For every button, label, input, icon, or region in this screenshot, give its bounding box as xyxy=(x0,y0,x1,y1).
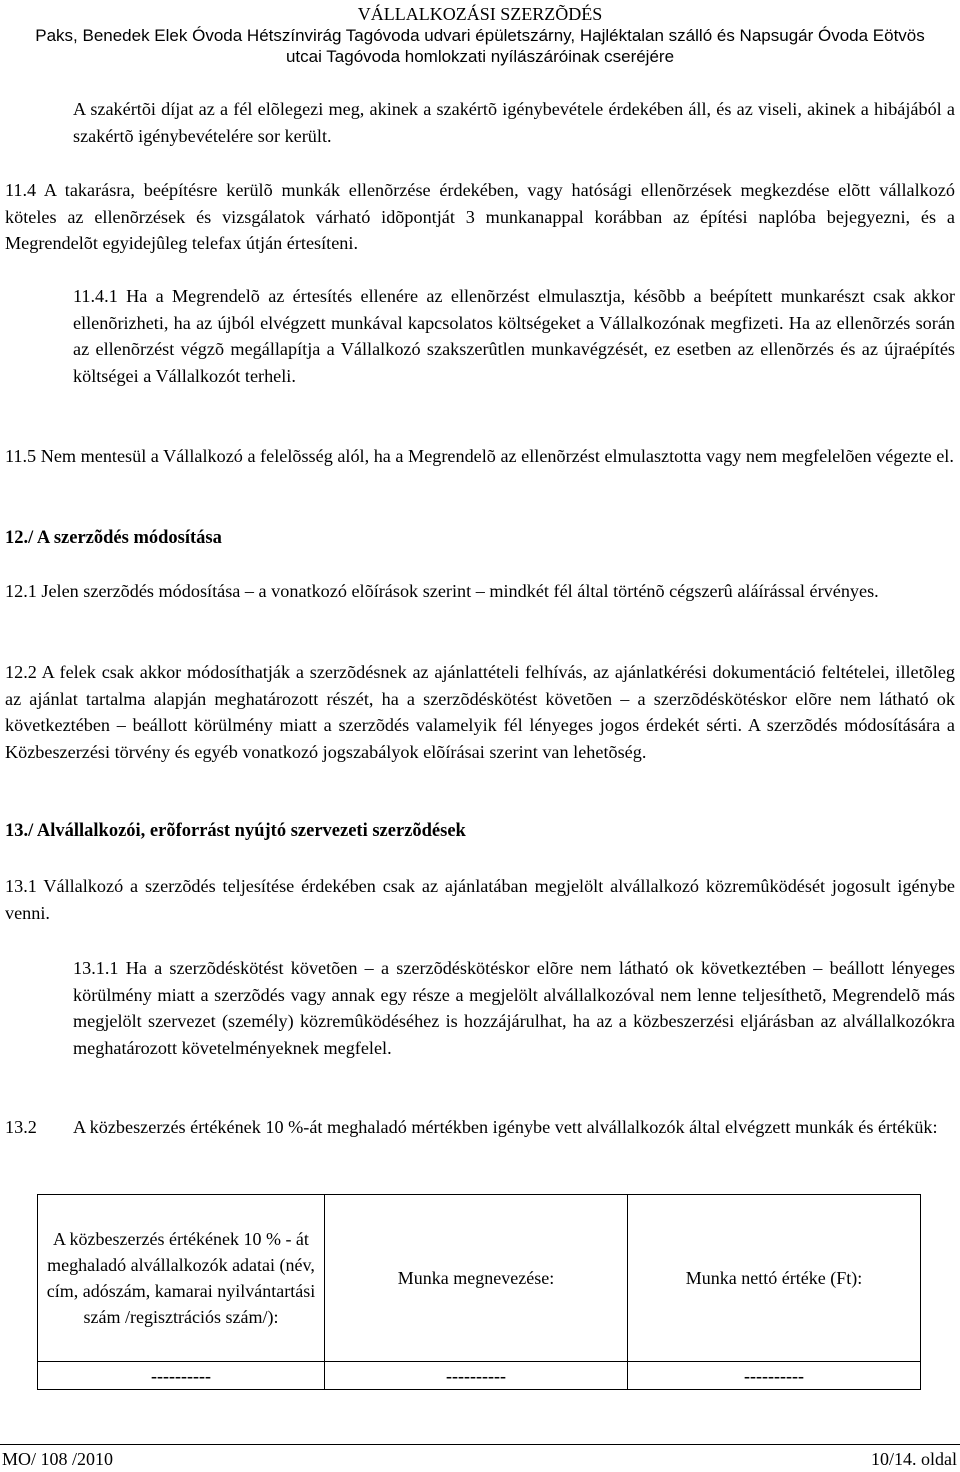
table-header-subcontractor-data: A közbeszerzés értékének 10 % - át meghaladó alvállalkozók adatai (név, cím, adószám, kamarai nyilvántartási szám /regisztrációs szám/): xyxy=(38,1195,325,1362)
contract-title: VÁLLALKOZÁSI SZERZÕDÉS xyxy=(357,4,603,24)
table-header-row xyxy=(38,1195,921,1362)
paragraph-11-4-1: 11.4.1 Ha a Megrendelõ az értesítés ellenére az ellenõrzést elmulasztja, késõbb a beépített munkarészt csak akkor ellenõrizheti, ha az újból elvégzett munkával kapcsolatos költségeket a Vállalkozónak megfizeti. Ha az ellenõrzés során az ellenõrzést végzõ megállapítja a Vállalkozó szakszerûtlen munkavégzését, ez esetben az ellenõrzés és az újraépítés költségei a Vállalkozót terheli. xyxy=(73,286,955,386)
paragraph-13-2 xyxy=(5,1114,955,1141)
document-reference: MO/ 108 /2010 xyxy=(2,1449,114,1469)
table-cell: ---------- xyxy=(38,1362,325,1390)
table-header-work-name: Munka megnevezése: xyxy=(325,1195,628,1362)
paragraph-13-1: 13.1 Vállalkozó a szerzõdés teljesítése érdekében csak az ajánlatában megjelölt alvállalkozó közremûködését jogosult igénybe venni. xyxy=(5,876,955,923)
page-number: 10/14. oldal xyxy=(871,1449,957,1469)
paragraph-11-5: 11.5 Nem mentesül a Vállalkozó a felelõsség alól, ha a Megrendelõ az ellenõrzést elmulasztotta vagy nem megfelelõen végezte el. xyxy=(5,446,954,466)
paragraph-expert-fee: A szakértõi díjat az a fél elõlegezi meg, akinek a szakértõ igénybevétele érdekében áll, és az viseli, akinek a hibájából a szakértõ igénybevételére sor került. xyxy=(73,99,955,146)
paragraph-13-2-text: A közbeszerzés értékének 10 %-át meghaladó mértékben igénybe vett alvállalkozók által elvégzett munkák és értékük: xyxy=(73,1117,938,1137)
section-heading-13: 13./ Alvállalkozói, erõforrást nyújtó szervezeti szerzõdések xyxy=(5,821,466,841)
paragraph-12-1: 12.1 Jelen szerzõdés módosítása – a vonatkozó elõírások szerint – mindkét fél által történõ cégszerû aláírással érvényes. xyxy=(5,581,879,601)
table-row xyxy=(38,1362,921,1390)
table-header-net-value: Munka nettó értéke (Ft): xyxy=(628,1195,921,1362)
project-line-1: Paks, Benedek Elek Óvoda Hétszínvirág Tagóvoda udvari épületszárny, Hajléktalan szálló és Napsugár Óvoda Eötvös xyxy=(35,26,925,45)
table-cell: ---------- xyxy=(325,1362,628,1390)
section-heading-12: 12./ A szerzõdés módosítása xyxy=(5,528,222,548)
subcontractor-table xyxy=(37,1194,921,1390)
document-header xyxy=(0,4,960,67)
paragraph-12-2: 12.2 A felek csak akkor módosíthatják a szerzõdésnek az ajánlattételi felhívás, az ajánlatkérési dokumentáció feltételei, illetõleg az ajánlat tartalma alapján meghatározott részét, ha a szerzõdéskötést követõen – a szerzõdéskötéskor elõre nem látható ok következtében – beállott körülmény miatt a szerzõdés valamelyik fél lényeges jogos érdekét sérti. A szerzõdés módosítására a Közbeszerzési törvény és egyéb vonatkozó jogszabályok elõírásai szerint van lehetõség. xyxy=(5,662,955,762)
table-cell: ---------- xyxy=(628,1362,921,1390)
page-footer xyxy=(0,1444,960,1469)
paragraph-13-1-1: 13.1.1 Ha a szerzõdéskötést követõen – a szerzõdéskötéskor elõre nem látható ok következtében – beállott lényeges körülmény miatt a szerzõdés vagy annak egy része a megjelölt alvállalkozóval nem lenne teljesíthetõ, Megrendelõ más megjelölt szervezet (személy) közremûködéséhez is hozzájárulhat, ha az a közbeszerzési eljárásban az alvállalkozókra meghatározott követelményeknek megfelel. xyxy=(73,958,955,1058)
project-line-2: utcai Tagóvoda homlokzati nyílászáróinak cseréjére xyxy=(285,47,675,66)
paragraph-13-2-number: 13.2 xyxy=(5,1117,37,1137)
paragraph-11-4: 11.4 A takarásra, beépítésre kerülõ munkák ellenõrzése érdekében, vagy hatósági ellenõrzések megkezdése elõtt vállalkozó köteles az ellenõrzések és vizsgálatok várható idõpontját 3 munkanappal korábban az építési naplóba bejegyezni, és a Megrendelõt egyidejûleg telefax útján értesíteni. xyxy=(5,180,955,254)
